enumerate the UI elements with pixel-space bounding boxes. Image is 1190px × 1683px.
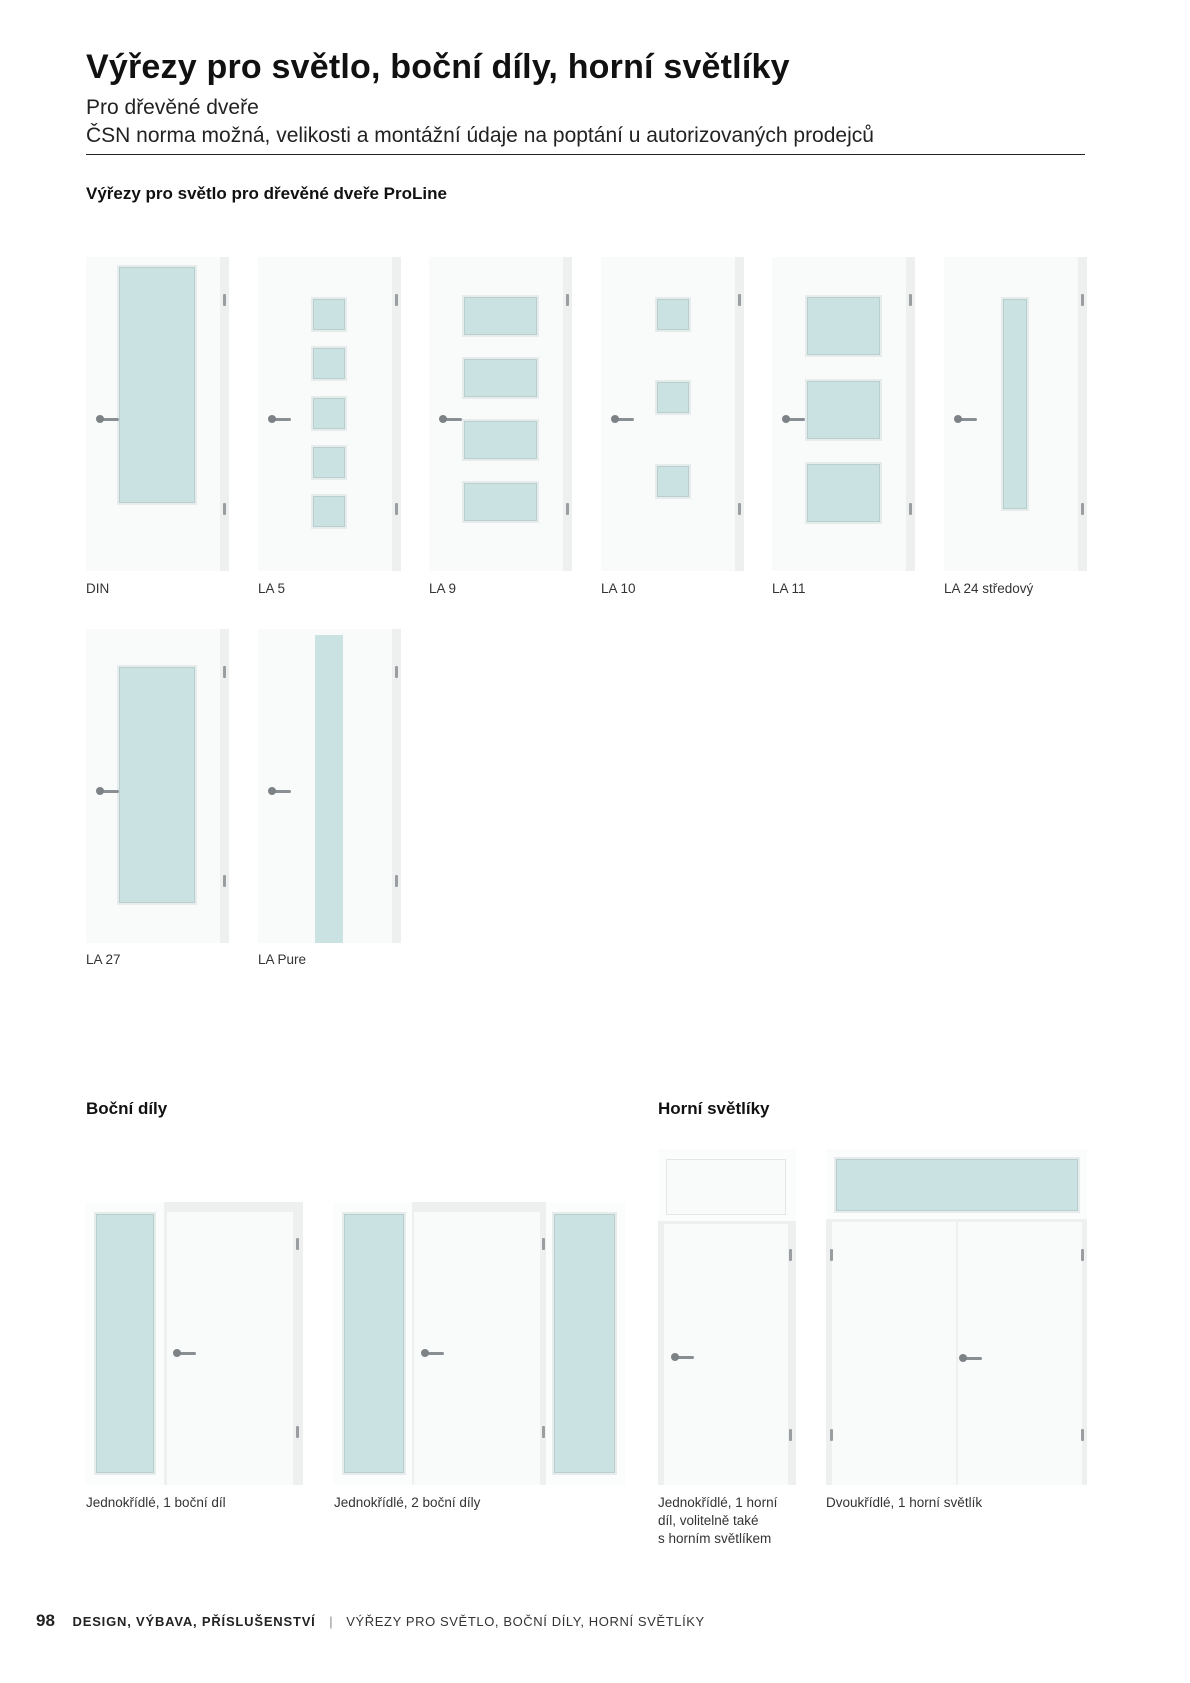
door-caption-single-top-panel-1: Jednokřídlé, 1 horní (658, 1495, 778, 1510)
page-subtitle-norm: ČSN norma možná, velikosti a montážní údaje na poptání u autorizovaných prodejců (86, 124, 874, 147)
door-image-la24 (944, 257, 1087, 571)
footer-separator: | (329, 1614, 333, 1629)
section-heading-side-panels: Boční díly (86, 1099, 168, 1118)
door-caption-lapure: LA Pure (258, 952, 307, 967)
header-divider (86, 154, 1085, 155)
door-image-single-side-panel (86, 1202, 303, 1485)
page-number: 98 (36, 1611, 55, 1630)
door-image-la10 (601, 257, 744, 571)
door-caption-la11: LA 11 (772, 581, 806, 596)
door-image-la27 (86, 629, 229, 943)
door-image-double-top-light (826, 1149, 1087, 1485)
door-caption-la9: LA 9 (429, 581, 457, 596)
door-image-la5 (258, 257, 401, 571)
door-caption-single-top-panel-2: díl, volitelně také (658, 1513, 759, 1528)
footer-section: DESIGN, VÝBAVA, PŘÍSLUŠENSTVÍ (72, 1614, 316, 1629)
door-image-lapure (258, 629, 401, 943)
door-image-la11 (772, 257, 915, 571)
page-footer (36, 1611, 705, 1631)
door-caption-la27: LA 27 (86, 952, 121, 967)
door-image-la9 (429, 257, 572, 571)
door-image-single-top-panel (658, 1149, 796, 1485)
door-caption-double-top-light: Dvoukřídlé, 1 horní světlík (826, 1495, 983, 1510)
door-caption-single-top-panel-3: s horním světlíkem (658, 1531, 772, 1546)
door-caption-la24: LA 24 středový (944, 581, 1034, 596)
door-caption-single-side-panel: Jednokřídlé, 1 boční díl (86, 1495, 226, 1510)
door-caption-din: DIN (86, 581, 110, 596)
page-title: Výřezy pro světlo, boční díly, horní světlíky (86, 48, 790, 86)
section-heading-proline: Výřezy pro světlo pro dřevěné dveře ProLine (86, 184, 447, 203)
door-caption-la10: LA 10 (601, 581, 636, 596)
door-image-din (86, 257, 229, 571)
door-image-single-two-side-panels (334, 1202, 625, 1485)
footer-chapter: VÝŘEZY PRO SVĚTLO, BOČNÍ DÍLY, HORNÍ SVĚTLÍKY (346, 1614, 705, 1629)
page-subtitle: Pro dřevěné dveře (86, 96, 259, 119)
door-caption-la5: LA 5 (258, 581, 286, 596)
door-caption-single-two-side-panels: Jednokřídlé, 2 boční díly (334, 1495, 481, 1510)
section-heading-top-lights: Horní světlíky (658, 1099, 770, 1118)
